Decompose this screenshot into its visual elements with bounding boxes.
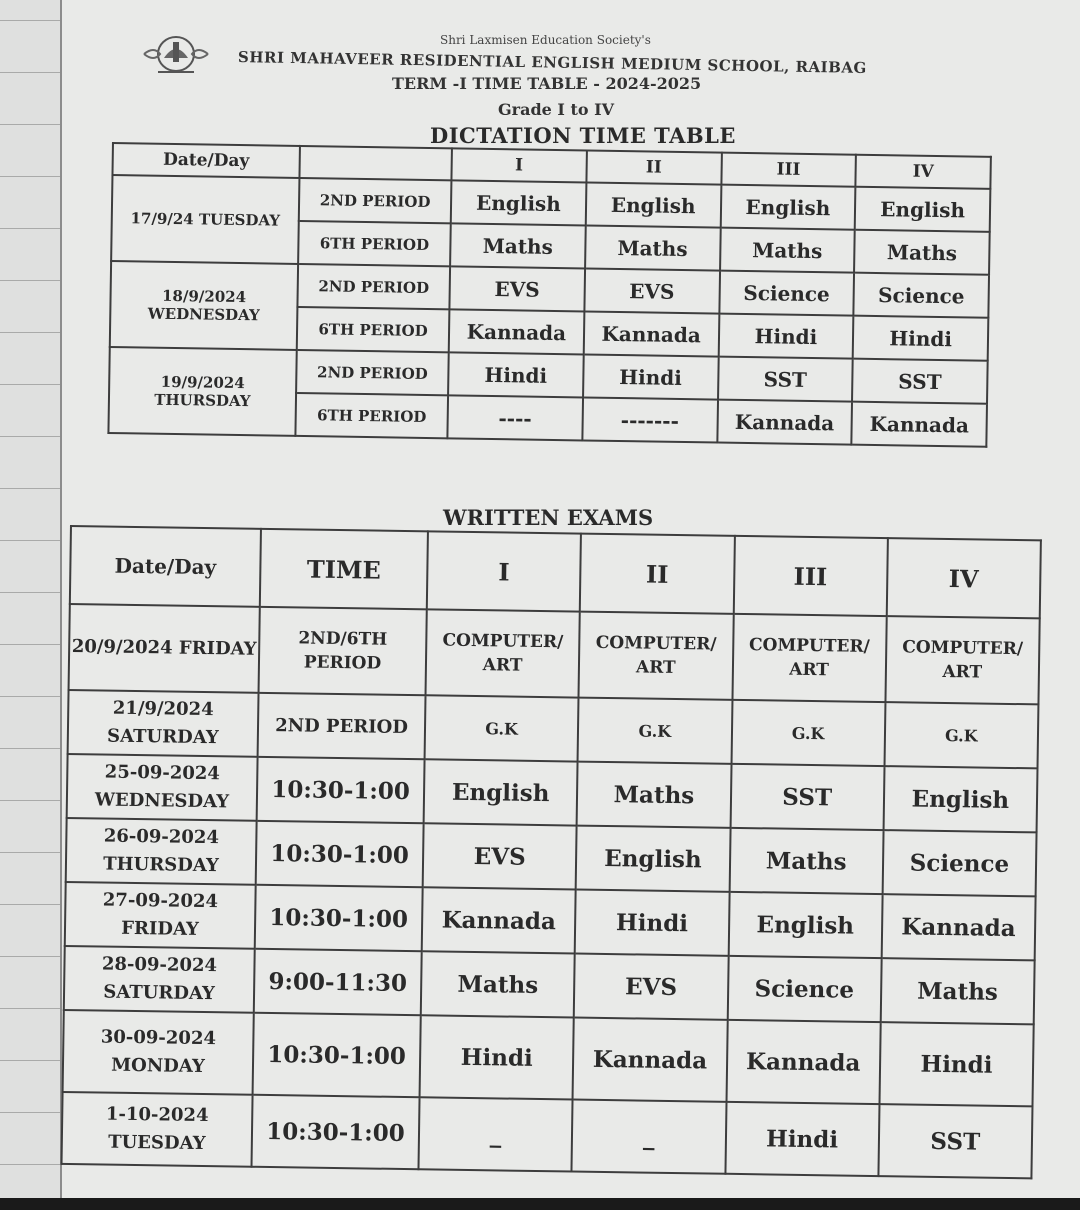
table-row <box>62 1092 1033 1178</box>
subject-cell: Hindi <box>725 1102 879 1176</box>
subject-cell: Hindi <box>575 890 729 956</box>
time-cell: 10:30-1:00 <box>256 821 424 887</box>
dictation-table <box>107 142 991 448</box>
subject-cell: Kannada <box>449 309 584 354</box>
school-name: SHRI MAHAVEER RESIDENTIAL ENGLISH MEDIUM SCHOOL, RAIBAG <box>237 48 867 77</box>
date-cell <box>62 1092 253 1167</box>
date-text: 27-09-2024 <box>102 889 219 913</box>
subject-cell: Kannada <box>422 887 576 953</box>
subject-text: COMPUTER/ <box>902 637 1024 660</box>
date-cell <box>63 1010 254 1095</box>
time-cell: 10:30-1:00 <box>251 1095 419 1169</box>
subject-cell: English <box>585 182 720 227</box>
subject-cell: English <box>720 185 855 230</box>
subject-cell: SST <box>852 359 987 404</box>
weekday-text: WEDNESDAY <box>147 304 260 325</box>
subject-cell: Kannada <box>726 1020 880 1104</box>
period-cell: 2ND PERIOD <box>296 350 449 395</box>
subject-cell: Science <box>727 956 881 1022</box>
subject-cell: _ <box>572 1100 726 1174</box>
dictation-title: DICTATION TIME TABLE <box>430 123 736 148</box>
subject-cell: English <box>883 766 1037 832</box>
subject-cell: SST <box>878 1104 1032 1178</box>
binder-line <box>0 436 60 437</box>
written-exams-title: WRITTEN EXAMS <box>443 505 654 530</box>
header-cell: I <box>427 531 581 611</box>
subject-cell <box>579 612 734 700</box>
weekday-text: THURSDAY <box>103 853 219 877</box>
subject-cell: Kannada <box>852 402 987 447</box>
date-cell <box>68 690 259 757</box>
header-cell: Date/Day <box>112 143 299 178</box>
subject-cell: Maths <box>729 828 883 894</box>
society-name: Shri Laxmisen Education Society's <box>440 33 651 47</box>
subject-cell: Science <box>719 271 854 316</box>
subject-cell: Kannada <box>881 894 1035 960</box>
weekday-text: MONDAY <box>111 1054 205 1078</box>
subject-cell: English <box>855 187 990 232</box>
subject-cell: Maths <box>854 230 989 275</box>
header-cell: II <box>580 534 734 614</box>
subject-cell: EVS <box>584 268 719 313</box>
binder-line <box>0 696 60 697</box>
header-cell: I <box>451 148 586 182</box>
binder-line <box>0 332 60 333</box>
binder-line <box>0 176 60 177</box>
term-title: TERM -I TIME TABLE - 2024-2025 <box>392 74 702 93</box>
period-cell: 2ND PERIOD <box>297 264 450 309</box>
date-cell <box>66 818 257 885</box>
binder-line <box>0 20 60 21</box>
subject-cell: EVS <box>574 954 728 1020</box>
date-cell <box>65 882 256 949</box>
time-cell: 10:30-1:00 <box>253 1013 421 1097</box>
subject-text: COMPUTER/ <box>442 630 564 653</box>
date-cell <box>67 754 258 821</box>
subject-cell: _ <box>418 1097 572 1171</box>
time-cell: 2ND PERIOD <box>258 693 426 759</box>
time-cell: 9:00-11:30 <box>254 949 422 1015</box>
date-text: 26-09-2024 <box>103 825 220 849</box>
subject-cell: Maths <box>880 958 1034 1024</box>
header-cell: TIME <box>260 529 428 609</box>
subject-cell: English <box>451 180 586 225</box>
subject-cell: Science <box>882 830 1036 896</box>
date-cell: 17/9/24 TUESDAY <box>111 175 299 264</box>
binder-line <box>0 1164 60 1165</box>
date-text: 21/9/2024 <box>112 697 214 721</box>
date-text: 28-09-2024 <box>101 953 218 977</box>
subject-text: COMPUTER/ <box>748 635 870 657</box>
binder-line <box>0 956 60 957</box>
date-cell <box>110 261 298 350</box>
header-cell: III <box>733 536 887 616</box>
subject-cell: Science <box>854 273 989 318</box>
subject-cell: Hindi <box>853 316 988 361</box>
date-text: 1-10-2024 <box>105 1103 209 1127</box>
date-text: 30-09-2024 <box>100 1026 217 1050</box>
subject-text: COMPUTER/ <box>595 632 717 655</box>
header-cell: Date/Day <box>70 526 261 607</box>
binder-line <box>0 1008 60 1009</box>
time-cell <box>259 607 427 695</box>
binder-line <box>0 72 60 73</box>
header-cell: II <box>586 150 721 184</box>
subject-cell <box>426 609 581 697</box>
subject-cell <box>885 616 1040 704</box>
table-row <box>69 604 1040 704</box>
period-cell: 6TH PERIOD <box>295 393 448 438</box>
subject-cell: SST <box>730 764 884 830</box>
weekday-text: TUESDAY <box>108 1131 206 1155</box>
time-text: 2ND/6TH <box>298 628 388 650</box>
header-cell: IV <box>886 538 1040 618</box>
binder-line <box>0 384 60 385</box>
subject-cell: Hindi <box>583 354 718 399</box>
subject-cell: G.K <box>425 695 579 761</box>
binder-line <box>0 488 60 489</box>
subject-cell: Maths <box>577 762 731 828</box>
binder-line <box>0 800 60 801</box>
header-cell: III <box>721 153 856 187</box>
table-row <box>63 1010 1034 1106</box>
date-cell: 20/9/2024 FRIDAY <box>69 604 260 693</box>
binder-line <box>0 228 60 229</box>
weekday-text: WEDNESDAY <box>94 789 230 813</box>
time-cell: 10:30-1:00 <box>255 885 423 951</box>
header-cell: IV <box>856 155 991 189</box>
date-cell <box>64 946 255 1013</box>
subject-cell <box>732 614 887 702</box>
notebook-binder <box>0 0 62 1198</box>
school-logo-icon <box>140 32 212 76</box>
grade-range: Grade I to IV <box>498 100 614 119</box>
header-cell <box>299 146 451 180</box>
written-exams-table <box>61 525 1042 1179</box>
subject-cell: English <box>576 826 730 892</box>
subject-cell: Maths <box>421 951 575 1017</box>
binder-line <box>0 904 60 905</box>
subject-text: ART <box>789 659 830 681</box>
subject-cell: G.K <box>731 700 885 766</box>
weekday-text: THURSDAY <box>154 390 251 411</box>
subject-cell: SST <box>718 357 853 402</box>
period-cell: 6TH PERIOD <box>297 307 450 352</box>
subject-cell: EVS <box>423 823 577 889</box>
subject-cell: Maths <box>450 223 585 268</box>
binder-line <box>0 1112 60 1113</box>
binder-line <box>0 748 60 749</box>
time-cell: 10:30-1:00 <box>257 757 425 823</box>
subject-cell: Kannada <box>717 400 852 445</box>
subject-cell: G.K <box>578 698 732 764</box>
subject-cell: Maths <box>585 225 720 270</box>
binder-line <box>0 540 60 541</box>
table-header-row <box>70 526 1041 618</box>
subject-cell: Hindi <box>420 1015 574 1099</box>
time-text: PERIOD <box>303 652 382 674</box>
subject-cell: Hindi <box>448 352 583 397</box>
period-cell: 2ND PERIOD <box>299 178 452 223</box>
subject-cell: Kannada <box>583 311 718 356</box>
subject-cell: Maths <box>720 228 855 273</box>
date-text: 25-09-2024 <box>104 761 221 785</box>
subject-cell: EVS <box>449 266 584 311</box>
subject-text: ART <box>635 657 676 678</box>
subject-cell: ------- <box>582 397 717 442</box>
subject-cell: ---- <box>447 395 582 440</box>
binder-line <box>0 124 60 125</box>
weekday-text: SATURDAY <box>103 981 215 1005</box>
subject-cell: English <box>728 892 882 958</box>
subject-text: ART <box>942 661 983 683</box>
date-cell <box>108 347 296 436</box>
binder-line <box>0 280 60 281</box>
subject-cell: Hindi <box>879 1022 1033 1106</box>
date-text: 18/9/2024 <box>161 286 247 307</box>
subject-cell: Hindi <box>718 314 853 359</box>
subject-cell: English <box>424 759 578 825</box>
subject-text: ART <box>482 655 523 676</box>
period-cell: 6TH PERIOD <box>298 221 451 266</box>
subject-cell: Kannada <box>573 1018 727 1102</box>
weekday-text: FRIDAY <box>121 917 200 940</box>
binder-line <box>0 1060 60 1061</box>
binder-line <box>0 644 60 645</box>
date-text: 19/9/2024 <box>160 372 245 393</box>
weekday-text: SATURDAY <box>106 725 219 749</box>
binder-line <box>0 592 60 593</box>
subject-cell: G.K <box>884 702 1038 768</box>
binder-line <box>0 852 60 853</box>
